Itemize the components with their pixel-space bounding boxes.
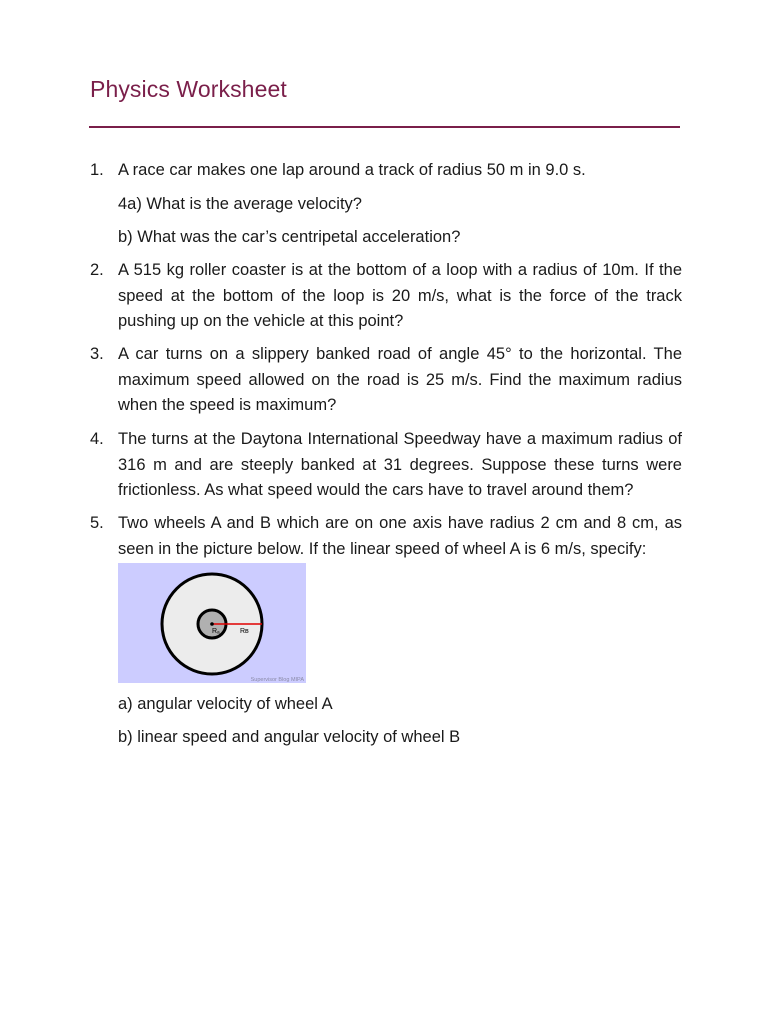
wheels-figure bbox=[118, 563, 306, 683]
question-4 bbox=[90, 427, 682, 504]
figure-watermark: Supervisor Blog MIPA bbox=[250, 677, 304, 683]
label-ra: Rₐ bbox=[212, 628, 220, 635]
question-text: A car turns on a slippery banked road of angle 45° to the horizontal. The maximum speed allowed on the road is 25 m/s. Find the maximum radius when the speed is maximum? bbox=[118, 345, 682, 414]
question-text: Two wheels A and B which are on one axis have radius 2 cm and 8 cm, as seen in the picture below. If the linear speed of wheel A is 6 m/s, specify: bbox=[118, 514, 682, 558]
label-rb: Rʙ bbox=[240, 628, 249, 635]
wheels-diagram bbox=[118, 563, 306, 683]
title-divider bbox=[89, 126, 680, 128]
question-5-part-a: a) angular velocity of wheel A bbox=[118, 695, 333, 713]
question-text: The turns at the Daytona International Speedway have a maximum radius of 316 m and are steeply banked at 31 degrees. Suppose these turns were frictionless. As what speed would the cars have to travel around them? bbox=[118, 430, 682, 499]
axis-center-dot bbox=[210, 622, 214, 626]
question-1 bbox=[90, 158, 682, 184]
page-title: Physics Worksheet bbox=[90, 76, 287, 102]
question-1-part-b: b) What was the car’s centripetal acceleration? bbox=[118, 228, 461, 246]
question-1-part-a: 4a) What is the average velocity? bbox=[118, 195, 362, 213]
question-text: A 515 kg roller coaster is at the bottom of a loop with a radius of 10m. If the speed at the bottom of the loop is 20 m/s, what is the force of the track pushing up on the vehicle at this point? bbox=[118, 261, 682, 330]
question-2 bbox=[90, 258, 682, 335]
question-text: A race car makes one lap around a track of radius 50 m in 9.0 s. bbox=[118, 161, 586, 179]
question-number: 5. bbox=[90, 514, 104, 532]
question-5-part-b: b) linear speed and angular velocity of wheel B bbox=[118, 728, 461, 746]
question-3 bbox=[90, 342, 682, 419]
question-number: 3. bbox=[90, 345, 104, 363]
question-number: 1. bbox=[90, 161, 104, 179]
question-5 bbox=[90, 511, 682, 562]
question-number: 2. bbox=[90, 261, 104, 279]
question-number: 4. bbox=[90, 430, 104, 448]
